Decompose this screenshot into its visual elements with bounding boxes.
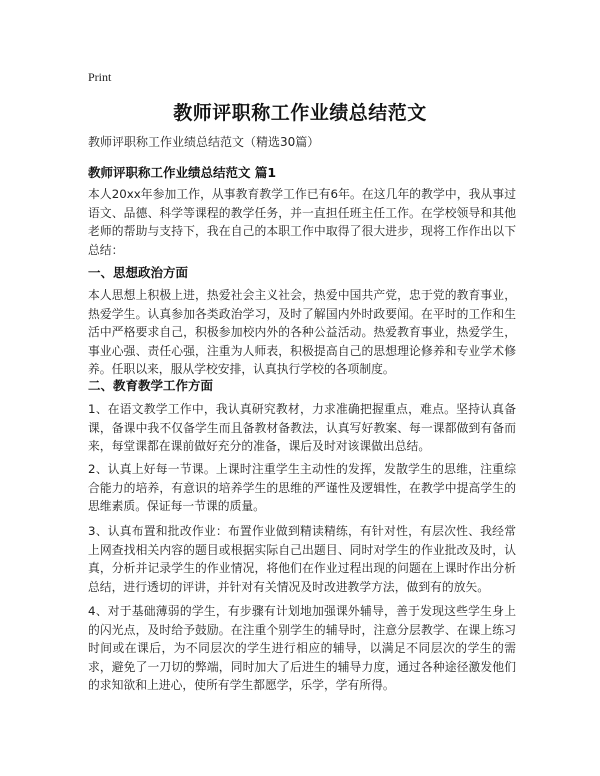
politics-paragraph: 本人思想上积极上进，热爱社会主义社会，热爱中国共产党，忠于党的教育事业，热爱学生。认真参加各类政治学习，及时了解国内外时政要闻。在平时的工作和生活中严格要求自己，积极参加校内外的各种公益活动。热爱教育事业，热爱学生，事业心强、责任心强，注重为人师表，积极提高自己的思想理论修养和专业学术修养。任职以来，服从学校安排，认真执行学校的各项制度。 bbox=[88, 288, 516, 377]
teaching-paragraph-4: 4、对于基础薄弱的学生，有步骤有计划地加强课外辅导，善于发现这些学生身上的闪光点，及时给予鼓励。在注重个别学生的辅导时，注意分层教学、在课上练习时间或在课后，为不同层次的学生进行相应的辅导，以满足不同层次的学生的需求，避免了一刀切的弊端，同时加大了后进生的辅导力度，通过各种途径激发他们的求知欲和上进心，使所有学生都愿学，乐学，学有所得。 bbox=[88, 604, 516, 693]
article-heading: 教师评职称工作业绩总结范文 篇1 bbox=[88, 165, 277, 180]
document-subtitle: 教师评职称工作业绩总结范文（精选30篇） bbox=[88, 135, 320, 149]
teaching-paragraph-2: 2、认真上好每一节课。上课时注重学生主动性的发挥，发散学生的思维，注重综合能力的培养，有意识的培养学生的思维的严谨性及逻辑性，在教学中提高学生的思维素质。保证每一节课的质量。 bbox=[88, 462, 516, 514]
page-title: 教师评职称工作业绩总结范文 bbox=[173, 102, 427, 124]
section-heading-teaching: 二、教育教学工作方面 bbox=[88, 378, 214, 393]
teaching-paragraph-3: 3、认真布置和批改作业：布置作业做到精读精练，有针对性，有层次性、我经常上网查找相关内容的题目或根据实际自己出题目、同时对学生的作业批改及时，认真，分析并记录学生的作业情况，将他们在作业过程出现的问题在上课时作出分析总结，进行透切的评讲，并针对有关情况及时改进教学方法，做到有的放矢。 bbox=[88, 524, 516, 594]
print-link[interactable]: Print bbox=[88, 70, 112, 84]
section-heading-politics: 一、思想政治方面 bbox=[88, 265, 189, 280]
intro-paragraph: 本人20xx年参加工作，从事教育教学工作已有6年。在这几年的教学中，我从事过语文、品德、科学等课程的教学任务，并一直担任班主任工作。在学校领导和其他老师的帮助与支持下，我在自己的本职工作中取得了很大进步，现将工作作出以下总结： bbox=[88, 187, 516, 257]
teaching-paragraph-1: 1、在语文教学工作中，我认真研究教材，力求准确把握重点，难点。坚持认真备课，备课中我不仅备学生而且备教材备教法，认真写好教案、每一课都做到有备而来，每堂课都在课前做好充分的准备，课后及时对该课做出总结。 bbox=[88, 402, 516, 454]
